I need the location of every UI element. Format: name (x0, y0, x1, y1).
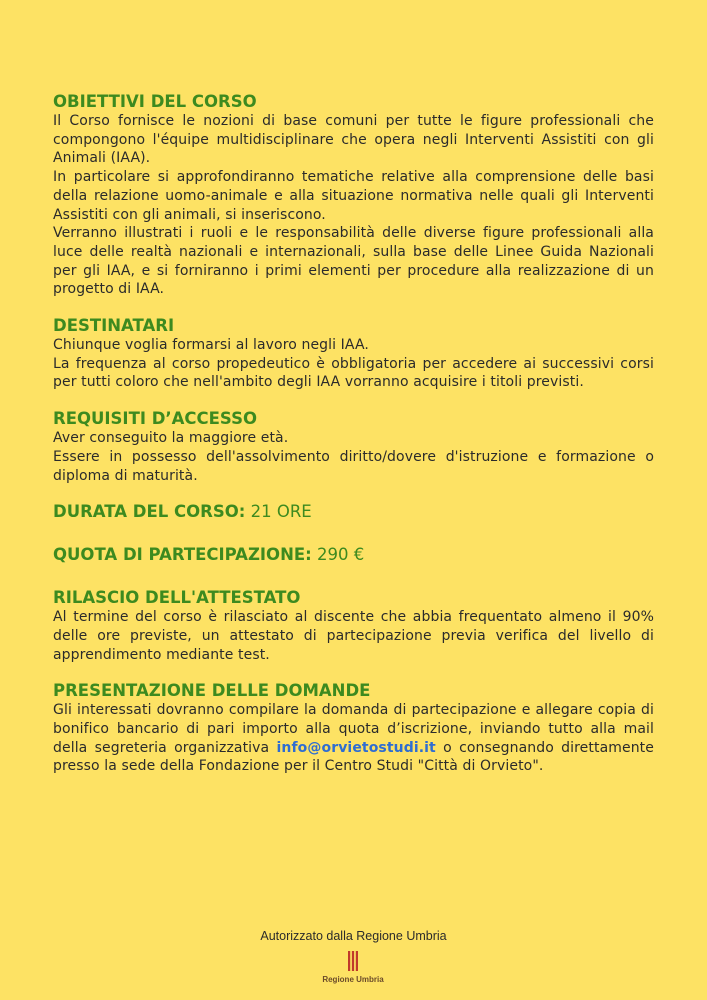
heading-destinatari: DESTINATARI (53, 316, 175, 336)
paragraph: Al termine del corso è rilasciato al discente che abbia frequentato almeno il 90% delle ore previste, un attestato di partecipazione previa verifica del livello di apprendimento mediante test. (53, 609, 654, 663)
paragraph: In particolare si approfondiranno tematiche relative alla comprensione delle basi della relazione uomo-animale e alla situazione normativa nelle quali gli Interventi Assistiti con gli animali, si inseriscono. (53, 169, 654, 223)
paragraph: Il Corso fornisce le nozioni di base comuni per tutte le figure professionali che compongono l'équipe multidisciplinare che opera negli Interventi Assistiti con gli Animali (IAA). (53, 113, 654, 167)
logo-text: Regione Umbria (322, 975, 384, 984)
main-content (53, 92, 654, 793)
quota-line (53, 545, 654, 565)
paragraph: Verranno illustrati i ruoli e le responsabilità delle diverse figure professionali alla luce delle realtà nazionali e internazionali, sulla base delle Linee Guida Nazionali per gli IAA, e si forniranno i primi elementi per procedure alla realizzazione di un progetto di IAA. (53, 225, 654, 298)
durata-value: 21 ORE (245, 502, 312, 522)
quota-value: 290 € (311, 545, 365, 565)
paragraph: Essere in possesso dell'assolvimento diritto/dovere d'istruzione e formazione o diploma di maturità. (53, 448, 654, 484)
heading-requisiti: REQUISITI D’ACCESSO (53, 409, 257, 429)
email-link[interactable]: info@orvietostudi.it (276, 739, 436, 756)
paragraph: Aver conseguito la maggiore età. (53, 430, 289, 447)
heading-obiettivi: OBIETTIVI DEL CORSO (53, 92, 257, 111)
authorization-note: Autorizzato dalla Regione Umbria (260, 929, 447, 943)
section-requisiti (53, 409, 654, 485)
paragraph-domande (53, 701, 654, 776)
section-durata (53, 502, 654, 522)
heading-attestato: RILASCIO DELL'ATTESTATO (53, 588, 301, 608)
regione-umbria-logo (320, 950, 386, 984)
paragraph: Chiunque voglia formarsi al lavoro negli IAA. (53, 337, 369, 354)
paragraph: La frequenza al corso propedeutico è obbligatoria per accedere ai successivi corsi per tutti coloro che nell'ambito degli IAA vorranno acquisire i titoli previsti. (53, 355, 654, 391)
section-quota (53, 545, 654, 565)
section-attestato (53, 588, 654, 664)
durata-line (53, 502, 654, 522)
candle-emblem-icon (346, 950, 360, 972)
domande-text-after: o consegnando direttamente presso la sede della Fondazione per il Centro Studi "Città di Orvieto". (53, 739, 654, 775)
heading-domande: PRESENTAZIONE DELLE DOMANDE (53, 681, 371, 701)
section-obiettivi (53, 92, 654, 299)
durata-label: DURATA DEL CORSO: (53, 502, 246, 522)
domande-text-before: Gli interessati dovranno compilare la domanda di partecipazione e allegare copia di bonifico bancario di pari importo alla quota d’iscrizione, inviando tutto alla mail della segreteria organizzativa (53, 702, 654, 756)
section-destinatari (53, 316, 654, 392)
quota-label: QUOTA DI PARTECIPAZIONE: (53, 545, 312, 565)
section-domande (53, 681, 654, 776)
